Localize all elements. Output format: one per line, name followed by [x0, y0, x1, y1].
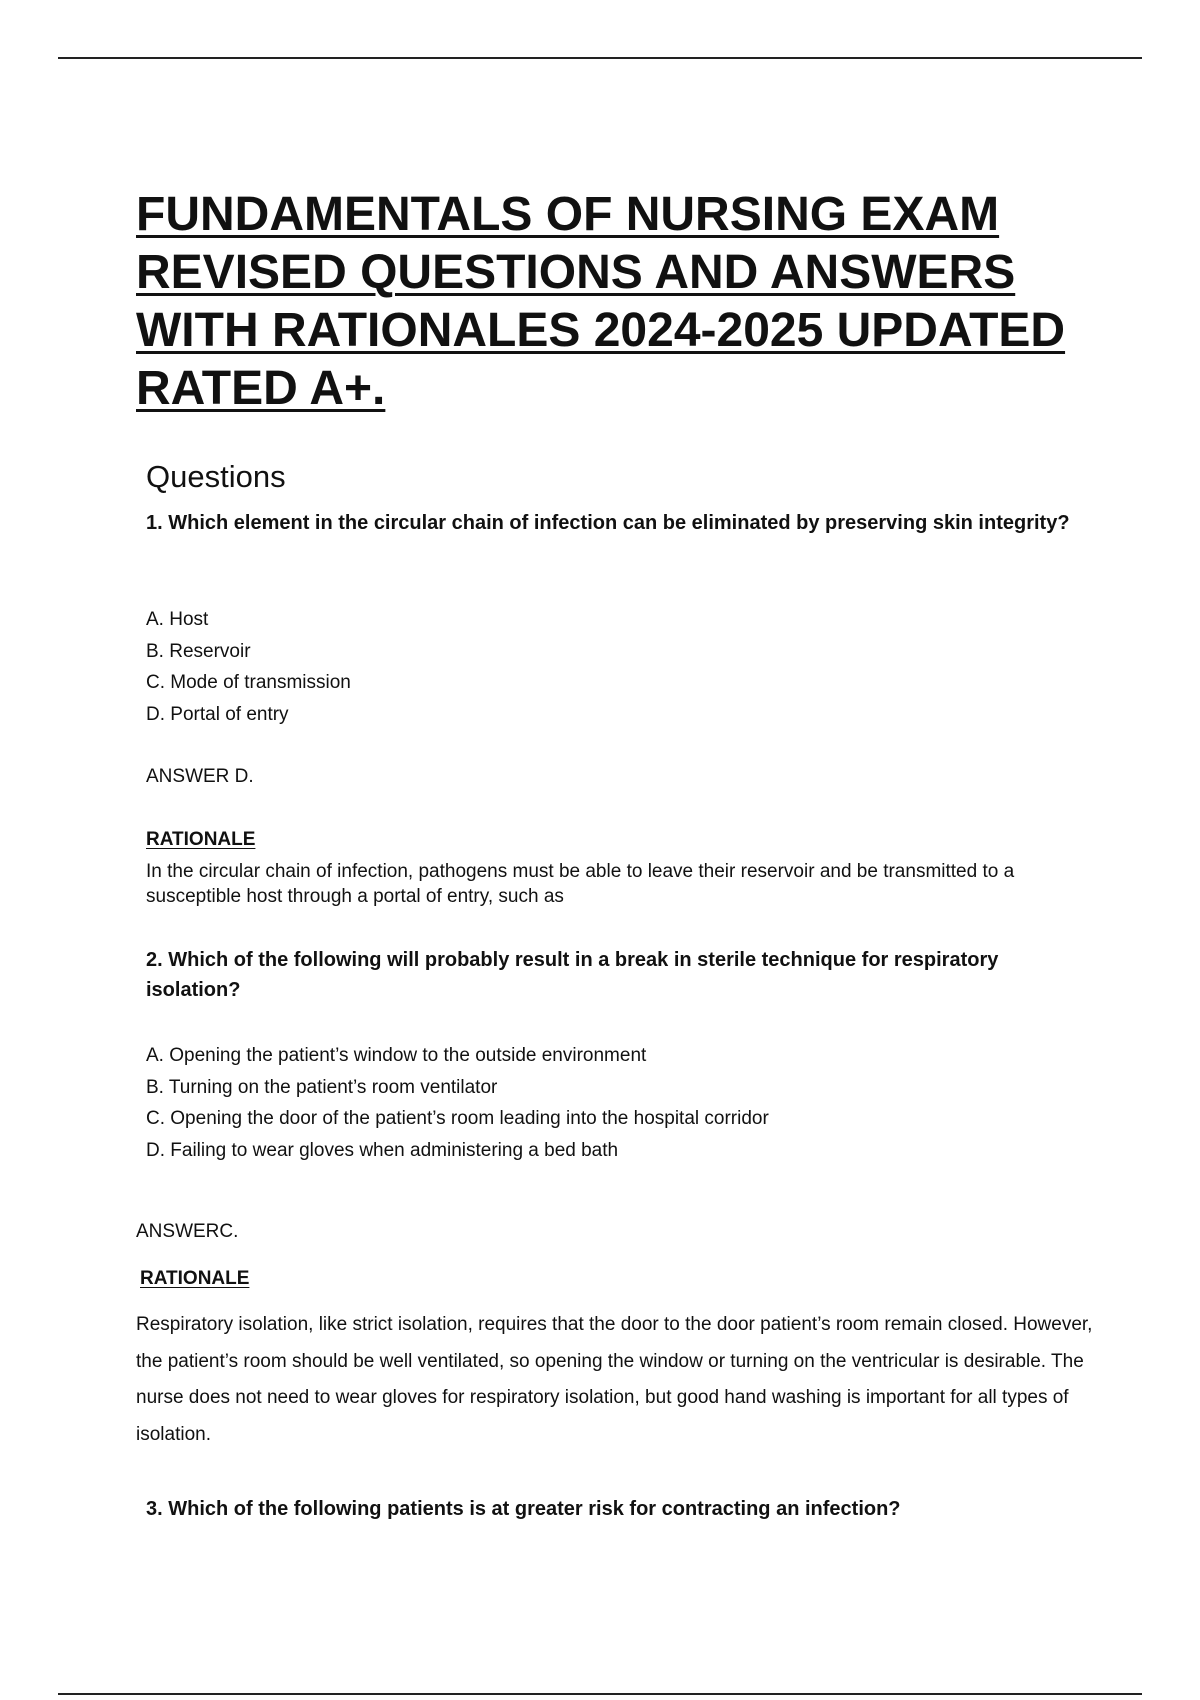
question-1-text: 1. Which element in the circular chain of infection can be eliminated by preserving skin integrity?: [146, 512, 1070, 534]
option-item: B. Turning on the patient’s room ventilator: [146, 1076, 498, 1098]
question-1-answer: ANSWER D.: [146, 766, 254, 787]
question-2-rationale: Respiratory isolation, like strict isolation, requires that the door to the door patient’s room remain closed. However, the patient’s room should be well ventilated, so opening the window or turning on the ventricular is desirable. The nurse does not need to wear gloves for respiratory isolation, but good hand washing is important for all types of isolation.: [136, 1314, 1093, 1445]
option-item: A. Host: [146, 609, 209, 630]
question-1-rationale: In the circular chain of infection, pathogens must be able to leave their reservoir and be transmitted to a susceptible host through a portal of entry, such as: [146, 861, 1015, 907]
title-line: RATED A+.: [136, 362, 386, 415]
option-item: A. Opening the patient’s window to the outside environment: [146, 1045, 647, 1066]
question-3-text: 3. Which of the following patients is at greater risk for contracting an infection?: [146, 1498, 901, 1520]
title-line: FUNDAMENTALS OF NURSING EXAM: [136, 188, 1000, 241]
option-item: D. Portal of entry: [146, 703, 289, 725]
question-1-options: [146, 604, 351, 730]
document-title: [136, 186, 1136, 418]
option-item: D. Failing to wear gloves when administering a bed bath: [146, 1139, 619, 1161]
question-1-rationale-label: RATIONALE: [146, 829, 256, 850]
question-2-options: [146, 1040, 769, 1166]
question-2-text: 2. Which of the following will probably result in a break in sterile technique for respiratory isolation?: [146, 949, 999, 1001]
top-rule: [58, 57, 1142, 59]
section-heading: Questions: [146, 459, 286, 494]
title-line: REVISED QUESTIONS AND ANSWERS: [136, 246, 1016, 299]
bottom-rule: [58, 1693, 1142, 1695]
question-2-rationale-label: RATIONALE: [140, 1268, 250, 1289]
question-2-answer: ANSWERC.: [136, 1221, 239, 1242]
option-item: C. Mode of transmission: [146, 672, 351, 693]
title-line: WITH RATIONALES 2024-2025 UPDATED: [136, 304, 1066, 357]
option-item: C. Opening the door of the patient’s room leading into the hospital corridor: [146, 1108, 769, 1129]
option-item: B. Reservoir: [146, 640, 251, 662]
